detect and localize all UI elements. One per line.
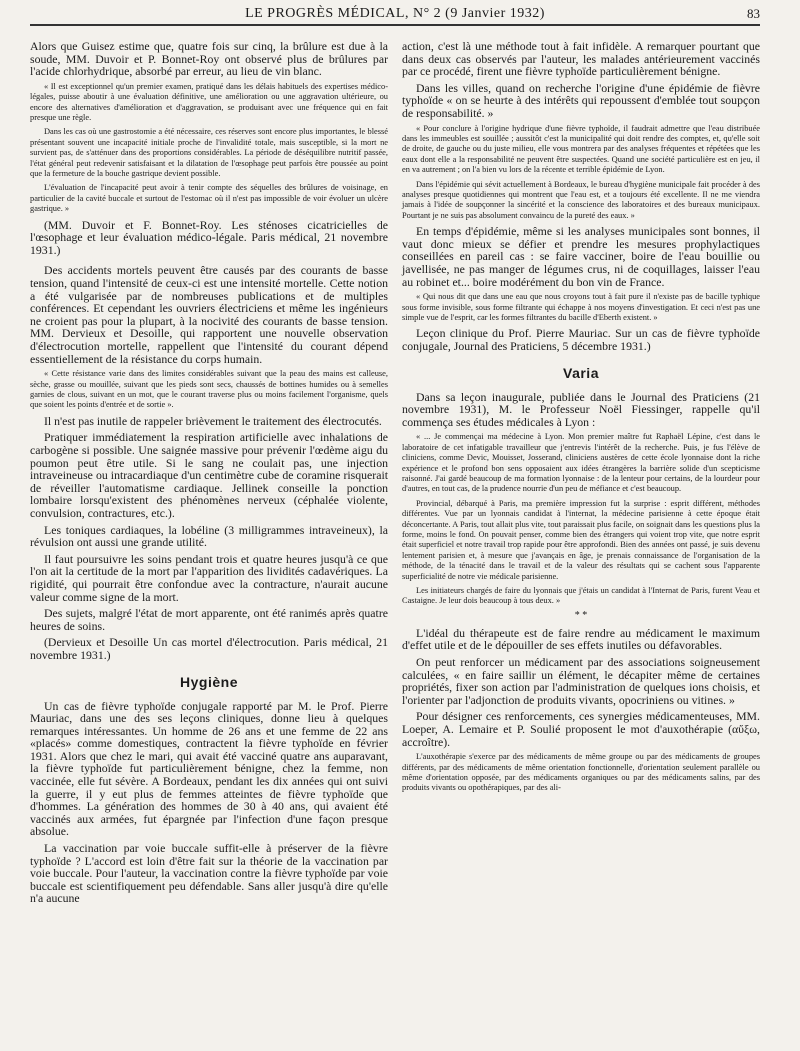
- paragraph: Il n'est pas inutile de rappeler brièvement le traitement des électrocutés.: [44, 413, 382, 428]
- paragraph: Dans les villes, quand on recherche l'origine d'une épidémie de fièvre typhoïde « on se heurte à des intérêts qui repoussent d'emblée tout soupçon de responsabilité. »: [402, 80, 760, 120]
- quotation: « ... Je commençai ma médecine à Lyon. Mon premier maître fut Raphaël Lépine, c'est dans le laboratoire de cet infatigable travailleur que j'entrevis l'intérêt de la recherche. Puis, je fus l'élève de cliniciens, comme Devic, Mouisset, Josserand, cliniciens austères de cette école lyonnaise dont la riche expérience et le profond bon sens opposaient aux idées étrangères la barrière solide d'un scepticisme raisonné. J'ai gardé beaucoup de ma formation lyonnaise : de la lenteur pour certains, de la lourdeur pour d'autres, en tout cas, de la prudence nourrie d'un peu de méfiance et c'est beaucoup.: [402, 432, 760, 494]
- quotation: « Qui nous dit que dans une eau que nous croyons tout à fait pure il n'existe pas de bacille typhique sous forme invisible, sous forme filtrante qui échappe à nos moyens d'investigation. Et ceci n'est pas une simple vue de l'esprit, car les formes filtrantes du bacille d'Eberth existent. »: [402, 292, 760, 322]
- quotation: « Cette résistance varie dans des limites considérables suivant que la peau des mains est calleuse, sèche, grasse ou mouillée, suivant que les pieds sont secs, chaussés de bottines humides ou à semelles garnies de clous, suivant en un mot, que le courant traverse plus ou moins facilement l'organisme, quels que soient les points d'entrée et de sortie ».: [30, 369, 388, 410]
- paragraph: Pour désigner ces renforcements, ces synergies médicamenteuses, MM. Loeper, A. Lemaire et P. Soulié proposent le mot d'auxothérapie (αὔξω, accroître).: [402, 709, 760, 749]
- citation: Leçon clinique du Prof. Pierre Mauriac. Sur un cas de fièvre typhoïde conjugale, Journal des Praticiens, 5 décembre 1931.): [402, 326, 760, 353]
- paragraph: Des accidents mortels peuvent être causés par des courants de basse tension, quand l'intensité de ceux-ci est une intensité mortelle. Cette notion a été vulgarisée par de nombreuses publications et de multiples conférences. Et cependant les ouvriers électriciens et même les ingénieurs ne croient pas pour la plupart, à la nocivité des courants de basse tension. MM. Dervieux et Desoille, qui rapportent une nouvelle observation d'électrocution mortelle, rappellent que l'intensité du courant dépend essentiellement de la résistance du corps humain.: [30, 263, 388, 366]
- paragraph: La vaccination par voie buccale suffit-elle à préserver de la fièvre typhoïde ? L'accord est loin d'être fait sur la théorie de la vaccination par voie buccale. Pour l'auteur, la vaccination contre la fièvre typhoïde par voie buccale est scientifiquement peu défendable. Sans aller jusqu'à dire qu'elle n'a aucune: [30, 841, 388, 906]
- quotation: L'auxothérapie s'exerce par des médicaments de même groupe ou par des médicaments de groupes différents, par des médicaments de même orientation fonctionnelle, d'orientation seulement parallèle ou même d'orientation opposée, par des médicaments organiques ou par des médicaments salins, par des produits vivants ou opothérapiques, par des ali-: [402, 752, 760, 793]
- quotation: « Pour conclure à l'origine hydrique d'une fièvre typhoïde, il faudrait admettre que l'eau distribuée dans les immeubles est souillée ; aussitôt c'est la municipalité qui doit rendre des comptes, et, qu'elle soit de droite, de gauche ou du juste milieu, elle vous montrera par des analyses fréquentes et répétées que les eaux dont elle a la responsabilité ne peuvent être suspectées. Quand une société particulière est en jeu, il en va autrement ; on l'a bien vu lors de la récente et terrible épidémie de Lyon.: [402, 123, 760, 175]
- quotation: Provincial, débarqué à Paris, ma première impression fut la surprise : esprit différent, méthodes différentes. Vue par un lyonnais candidat à l'internat, la médecine parisienne à cette époque était déconcertante. A Paris, tout allait plus vite, tout paraissait plus facile, on soignait dans les questions plus la forme, moins le fond. On pouvait penser, comme bien des étrangers qui voient trop vite, que notre esprit était superficiel et notre travail trop rapide pour être approfondi. Bien des années ont passé, je suis devenu lentement parisien et, à mesure que j'avançais en âge, je prenais connaissance de l'organisation de la méthode, de la ténacité dans le travail et de la valeur des résultats qui se cachent sous l'apparente superficialité de notre vie médicale parisienne.: [402, 498, 760, 581]
- section-heading-hygiene: Hygiène: [180, 673, 238, 690]
- section-heading-varia: Varia: [563, 364, 599, 381]
- quotation: L'évaluation de l'incapacité peut avoir à tenir compte des séquelles des brûlures de voisinage, en particulier de la cavité buccale et surtout de l'estomac où il n'est pas impossible de voir évoluer un ulcère gastrique. »: [30, 183, 388, 214]
- citation: (Dervieux et Desoille Un cas mortel d'électrocution. Paris médical, 21 novembre 1931.): [30, 635, 388, 662]
- paragraph: action, c'est là une méthode tout à fait infidèle. A remarquer pourtant que dans deux cas observés par l'auteur, les malades antérieurement vaccinés par ce procédé, firent une fièvre typhoïde particulièrement bénigne.: [402, 39, 760, 79]
- quotation: Dans l'épidémie qui sévit actuellement à Bordeaux, le bureau d'hygiène municipale fait procéder à des analyses presque quotidiennes qui montrent que l'eau est, et a toujours été excellente. Il ne me viendra jamais à l'idée de soupçonner la sincérité et la conscience des laboratoires et des bureaux municipaux. Pourtant je ne suis pas absolument convaincu de la pureté des eaux. »: [402, 179, 760, 220]
- paragraph: Pratiquer immédiatement la respiration artificielle avec inhalations de carbogène si possible. Une saignée massive pour prévenir l'œdème aigu du poumon peut être utile. Si le sang ne coulait pas, une injection intraveineuse ou intracardiaque d'un centimètre cube de coramine risquerait de réveiller l'automatisme cardiaque. Jellinek conseille la ponction lombaire lorsqu'existent des phénomènes nerveux (céphalée violente, convulsion, contractures, etc.).: [30, 430, 388, 520]
- citation: (MM. Duvoir et F. Bonnet-Roy. Les sténoses cicatricielles de l'œsophage et leur évaluation médico-légale. Paris médical, 21 novembre 1931.): [30, 217, 388, 257]
- left-column: [30, 40, 388, 909]
- paragraph: Un cas de fièvre typhoïde conjugale rapporté par M. le Prof. Pierre Mauriac, dans une des ses leçons cliniques, donne lieu à quelques remarques intéressantes. Un homme de 26 ans et une femme de 22 ans «placés» comme domestiques, contractent la fièvre typhoïde en février 1931. Alors que chez le mari, qui avait été vacciné quatre ans auparavant, la fièvre typhoïde fut particulièrement bénigne, chez la femme, non vaccinée, elle fut sévère. A Bordeaux, pendant les dix années qui ont suivi la guerre, il y eut plus de femmes atteintes de fièvre typhoïde que d'hommes. La génération des hommes de 30 à 40 ans, qui avaient été vaccinés aux armées, fut épargnée par l'infection d'une façon presque absolue.: [30, 698, 388, 839]
- quotation: Dans les cas où une gastrostomie a été nécessaire, ces réserves sont encore plus importantes, le blessé présentant souvent une incapacité initiale proche de l'invalidité totale, mais susceptible, si la mort ne survient pas, de s'atténuer dans des proportions considérables. La période de déséquilibre nutritif passée, l'état général peut redevenir satisfaisant et la dilatation de l'œsophage peut parfois être poussée au point que la fermeture de la bouche gastrique devient possible.: [30, 127, 388, 179]
- paragraph: L'idéal du thérapeute est de faire rendre au médicament le maximum d'effet utile et de le dépouiller de ses effets inutiles ou défavorables.: [402, 625, 760, 653]
- asterism-divider: * *: [574, 609, 588, 621]
- paragraph: Des sujets, malgré l'état de mort apparente, ont été ranimés après quatre heures de soins.: [30, 606, 388, 633]
- paragraph: On peut renforcer un médicament par des associations soigneusement calculées, « en faire saillir un élément, le décapiter même de certaines propriétés, fixer son action par l'administration de quelques ions choisis, et l'orienter par l'adjonction de produits vivants, opocriniens ou vitines. »: [402, 655, 760, 707]
- paragraph: Alors que Guisez estime que, quatre fois sur cinq, la brûlure est due à la soude, MM. Duvoir et P. Bonnet-Roy ont observé plus de brûlures par l'acide chlorhydrique, absorbé par erreur, au lieu de vin blanc.: [30, 39, 388, 79]
- quotation: « Il est exceptionnel qu'un premier examen, pratiqué dans les délais habituels des expertises médico-légales, puisse aboutir à une évaluation définitive, une amélioration ou une aggravation ultérieure, ou encore des alternatives d'amélioration et d'aggravation, se produisant avec une fréquence qui en fait presque une règle.: [30, 81, 388, 122]
- paragraph: Il faut poursuivre les soins pendant trois et quatre heures jusqu'à ce que l'on ait la certitude de la mort par l'apparition des lividités cadavériques. La rigidité, qui pourrait être confondue avec la contracture, n'aurait aucune valeur comme signe de la mort.: [30, 551, 388, 604]
- paragraph: En temps d'épidémie, même si les analyses municipales sont bonnes, il vaut donc mieux se défier et prendre les mesures prophylactiques conseillées en pareil cas : se faire vacciner, boire de l'eau bouillie ou javellisée, ne pas manger de légumes crus, ni de coquillages, laisser l'eau au robinet et... boire modérément du bon vin de France.: [402, 224, 760, 289]
- quotation: Les initiateurs chargés de faire du lyonnais que j'étais un candidat à l'Internat de Paris, furent Veau et Castaigne. Je leur dois beaucoup à tous deux. »: [402, 586, 760, 606]
- journal-title: LE PROGRÈS MÉDICAL, N° 2 (9 Janvier 1932): [245, 6, 545, 21]
- page-header: [30, 6, 760, 26]
- paragraph: Les toniques cardiaques, la lobéline (3 milligrammes intraveineux), la révulsion ont aussi une grande utilité.: [30, 522, 388, 550]
- page-number: 83: [747, 6, 760, 21]
- right-column: [402, 40, 760, 909]
- paragraph: Dans sa leçon inaugurale, publiée dans le Journal des Praticiens (21 novembre 1931), M. le Professeur Noël Fiessinger, rappelle qu'il commença ses études médicales à Lyon :: [402, 389, 760, 429]
